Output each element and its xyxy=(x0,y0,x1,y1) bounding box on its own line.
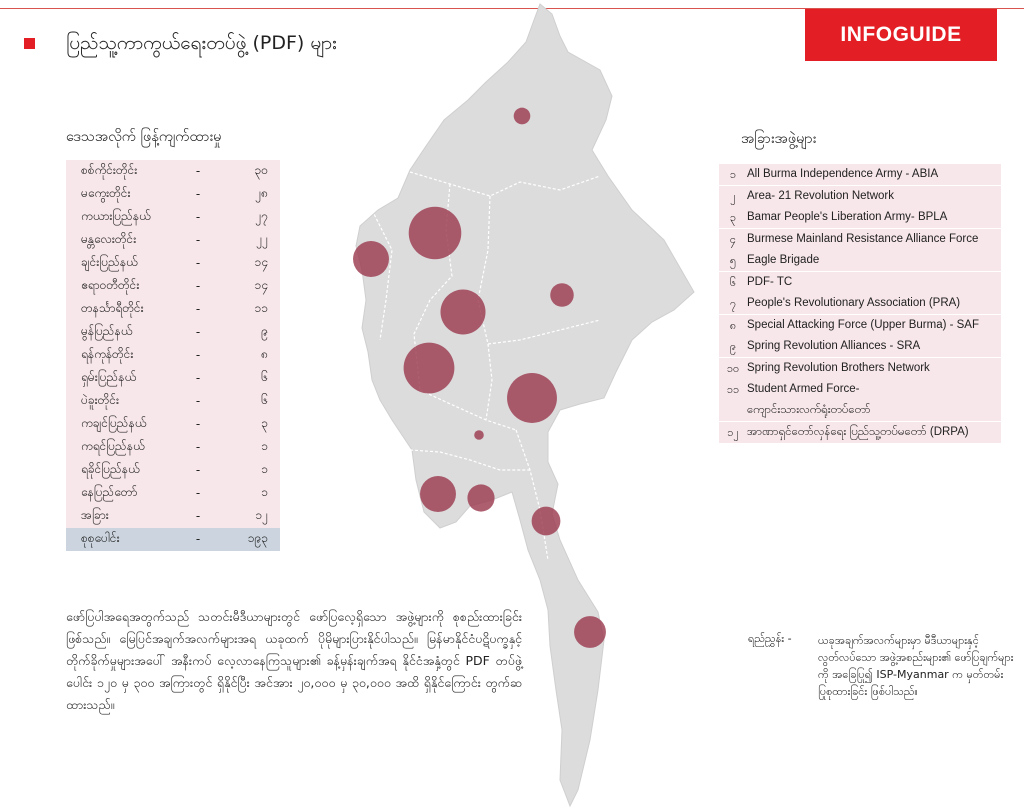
map-bubble-tanintharyi xyxy=(574,616,606,648)
list-item xyxy=(719,293,1001,314)
list-item xyxy=(719,422,1001,443)
region-count: ၃၀ xyxy=(254,163,268,178)
region-name: ကယားပြည်နယ် xyxy=(81,209,151,224)
row-dash: - xyxy=(195,532,201,547)
row-dash: - xyxy=(195,440,201,455)
list-item-text: All Burma Independence Army - ABIA xyxy=(747,168,939,180)
list-item-text: Bamar People's Liberation Army- BPLA xyxy=(747,211,948,223)
list-item-text: Eagle Brigade xyxy=(747,254,820,266)
list-item-number: ၂ xyxy=(730,189,736,203)
region-count: ၈ xyxy=(261,347,268,362)
row-dash: - xyxy=(195,279,201,294)
table-row xyxy=(66,183,280,206)
row-dash: - xyxy=(195,210,201,225)
region-count: ၂၂ xyxy=(256,232,268,247)
list-item xyxy=(719,272,1001,293)
page-title: ပြည်သူ့ကာကွယ်ရေးတပ်ဖွဲ့ (PDF) များ xyxy=(66,32,337,54)
region-name: စစ်ကိုင်းတိုင်း xyxy=(81,163,138,178)
table-row xyxy=(66,160,280,183)
region-count: ၁၉၃ xyxy=(247,531,268,546)
row-dash: - xyxy=(195,417,201,432)
map-bubble-naypyitaw xyxy=(474,430,484,440)
list-item-label xyxy=(747,250,1001,271)
list-item-number: ၁၁ xyxy=(726,383,740,396)
table-row xyxy=(66,252,280,275)
table-row xyxy=(66,459,280,482)
list-item-text: Spring Revolution Alliances - SRA xyxy=(747,340,921,352)
table-row xyxy=(66,321,280,344)
region-name: စုစုပေါင်း xyxy=(81,531,120,546)
row-dash: - xyxy=(195,348,201,363)
region-name: ရန်ကုန်တိုင်း xyxy=(81,347,134,362)
table-row xyxy=(66,275,280,298)
list-item-label xyxy=(747,336,1001,357)
row-dash: - xyxy=(195,302,201,317)
region-count: ၁၂ xyxy=(255,508,268,523)
table-row xyxy=(66,298,280,321)
list-item xyxy=(719,379,1001,421)
list-item-text: Student Armed Force- xyxy=(747,383,860,395)
list-item-label xyxy=(747,379,1001,421)
region-count: ၁၄ xyxy=(254,255,268,270)
list-item-label xyxy=(747,207,1001,228)
other-groups-title: အခြားအဖွဲ့များ xyxy=(741,131,817,147)
region-name: အခြား xyxy=(81,508,109,523)
region-name: ချင်းပြည်နယ် xyxy=(81,255,138,270)
list-item-number: ၅ xyxy=(729,254,737,267)
list-item-number: ၁၂ xyxy=(727,425,739,439)
map-bubble-sagaing xyxy=(409,207,462,260)
table-row xyxy=(66,229,280,252)
table-row xyxy=(66,390,280,413)
region-count: ၁ xyxy=(261,439,268,454)
list-item-label xyxy=(747,272,1001,293)
region-name: ကချင်ပြည်နယ် xyxy=(81,416,147,431)
list-item xyxy=(719,250,1001,271)
list-item-label xyxy=(747,164,1001,185)
region-name: နေပြည်တော် xyxy=(81,485,138,500)
list-item-number: ၁ xyxy=(729,168,737,181)
list-item-number: ၈ xyxy=(729,318,737,332)
table-total-row xyxy=(66,528,280,551)
region-count: ၂၈ xyxy=(255,186,268,201)
list-item-label xyxy=(747,422,1001,443)
regions-table xyxy=(66,160,280,551)
list-item xyxy=(719,315,1001,336)
region-name: မကွေးတိုင်း xyxy=(81,186,131,201)
row-dash: - xyxy=(195,187,201,202)
region-count: ၁ xyxy=(261,462,268,477)
list-item-number: ၃ xyxy=(729,211,737,224)
list-item-text: Area- 21 Revolution Network xyxy=(747,189,895,202)
region-name: ပဲခူးတိုင်း xyxy=(81,393,120,408)
list-item-label xyxy=(747,358,1001,379)
note-text: ယခုအချက်အလက်များမှာ မီဒီယာများနှင့် လွတ်လပ်သော အဖွဲ့အစည်းများ၏ ဖော်ပြချက်များကို အခြေပြု၍ ISP-Myanmar က မှတ်တမ်း ပြုစုထားခြင်း ဖြစ်ပါသည်။ xyxy=(818,634,1014,698)
map-bubble-ayeyarwady xyxy=(420,476,456,512)
row-dash: - xyxy=(195,325,201,340)
map-bubble-yangon xyxy=(467,484,494,511)
row-dash: - xyxy=(195,164,201,179)
row-dash: - xyxy=(195,463,201,478)
list-item xyxy=(719,336,1001,357)
note-label: ရည်ညွှန်း - xyxy=(748,632,792,645)
list-item xyxy=(719,207,1001,228)
region-count: ၂၇ xyxy=(255,209,268,224)
region-name: မွန်ပြည်နယ် xyxy=(81,324,133,339)
table-row xyxy=(66,413,280,436)
region-count: ၁ xyxy=(261,485,268,500)
row-dash: - xyxy=(195,256,201,271)
region-name: ဧရာဝတီတိုင်း xyxy=(81,278,140,293)
table-row xyxy=(66,436,280,459)
map-bubble-chin xyxy=(353,241,389,277)
list-item xyxy=(719,164,1001,185)
list-item-number: ၄ xyxy=(729,232,737,246)
list-item-text: People's Revolutionary Association (PRA) xyxy=(747,297,961,309)
table-row xyxy=(66,482,280,505)
row-dash: - xyxy=(195,233,201,248)
list-item-label xyxy=(747,186,1001,207)
region-name: ကရင်ပြည်နယ် xyxy=(81,439,145,454)
region-count: ၃ xyxy=(261,416,268,431)
list-item-label xyxy=(747,315,1001,336)
table-row xyxy=(66,367,280,390)
map-bubble-mandalay xyxy=(440,289,485,334)
regions-table-title: ဒေသအလိုက် ဖြန့်ကျက်ထားမှု xyxy=(66,129,222,145)
list-item-text: Spring Revolution Brothers Network xyxy=(747,361,930,374)
map-bubble-mon xyxy=(532,507,561,536)
list-item-text: Burmese Mainland Resistance Alliance Force xyxy=(747,232,979,245)
other-groups-list xyxy=(719,164,1001,443)
region-name: ရခိုင်ပြည်နယ် xyxy=(81,462,140,477)
table-row xyxy=(66,344,280,367)
region-name: ရှမ်းပြည်နယ် xyxy=(81,370,137,385)
description-paragraph: ဖော်ပြပါအရေအတွက်သည် သတင်းမီဒီယာများတွင် ဖော်ပြလေ့ရှိသော အဖွဲ့များကို စုစည်းထားခြင်းဖြစ်သည်။ မြေပြင်အချက်အလက်များအရ ယခုထက် ပိုမိုများပြားနိုင်ပါသည်။ မြန်မာနိုင်ငံပဋိပက္ခနှင့် တိုက်ခိုက်မှုများအပေါ် အနီးကပ် လေ့လာနေကြသူများ၏ ခန့်မှန်းချက်အရ နိုင်ငံအနှံ့တွင် PDF တပ်ဖွဲ့ပေါင်း ၁၂၀ မှ ၃၀၀ အကြားတွင် ရှိနိုင်ပြီး အင်အား ၂၀,၀၀၀ မှ ၃၀,၀၀၀ အထိ ရှိနိုင်ကြောင်း တွက်ဆထားသည်။ xyxy=(66,609,522,712)
table-row xyxy=(66,505,280,528)
list-item-label xyxy=(747,229,1001,250)
list-item xyxy=(719,358,1001,379)
list-item-number: ၉ xyxy=(729,340,737,353)
region-count: ၆ xyxy=(261,393,268,408)
list-item-text: Special Attacking Force (Upper Burma) - SAF xyxy=(747,318,979,331)
brand-logo: INFOGUIDE xyxy=(805,9,997,61)
row-dash: - xyxy=(195,509,201,524)
region-count: ၉ xyxy=(261,324,268,339)
map-bubble-shan xyxy=(550,283,574,307)
row-dash: - xyxy=(195,371,201,386)
list-item-number: ၇ xyxy=(729,297,737,310)
row-dash: - xyxy=(195,394,201,409)
region-count: ၁၁ xyxy=(254,301,268,316)
map-bubble-magway xyxy=(404,343,455,394)
map-bubble-kayah xyxy=(507,373,557,423)
list-item-label xyxy=(747,293,1001,314)
region-count: ၆ xyxy=(261,370,268,385)
region-name: တနင်္သာရီတိုင်း xyxy=(81,301,144,316)
list-item xyxy=(719,229,1001,250)
region-name: မန္တလေးတိုင်း xyxy=(81,232,137,247)
region-count: ၁၄ xyxy=(254,278,268,293)
list-item-number: ၆ xyxy=(729,275,737,289)
row-dash: - xyxy=(195,486,201,501)
list-item-text: PDF- TC xyxy=(747,275,793,288)
list-item-number: ၁၀ xyxy=(726,361,740,375)
map-bubble-kachin xyxy=(514,108,531,125)
list-item-text: အာဏာရှင်တော်လှန်ရေး ပြည်သူ့တပ်မတော် (DRPA) xyxy=(747,425,969,438)
list-item-text-line2: ကျောင်းသားလက်ရုံးတပ်တော် xyxy=(747,404,871,416)
list-item xyxy=(719,186,1001,207)
table-row xyxy=(66,206,280,229)
